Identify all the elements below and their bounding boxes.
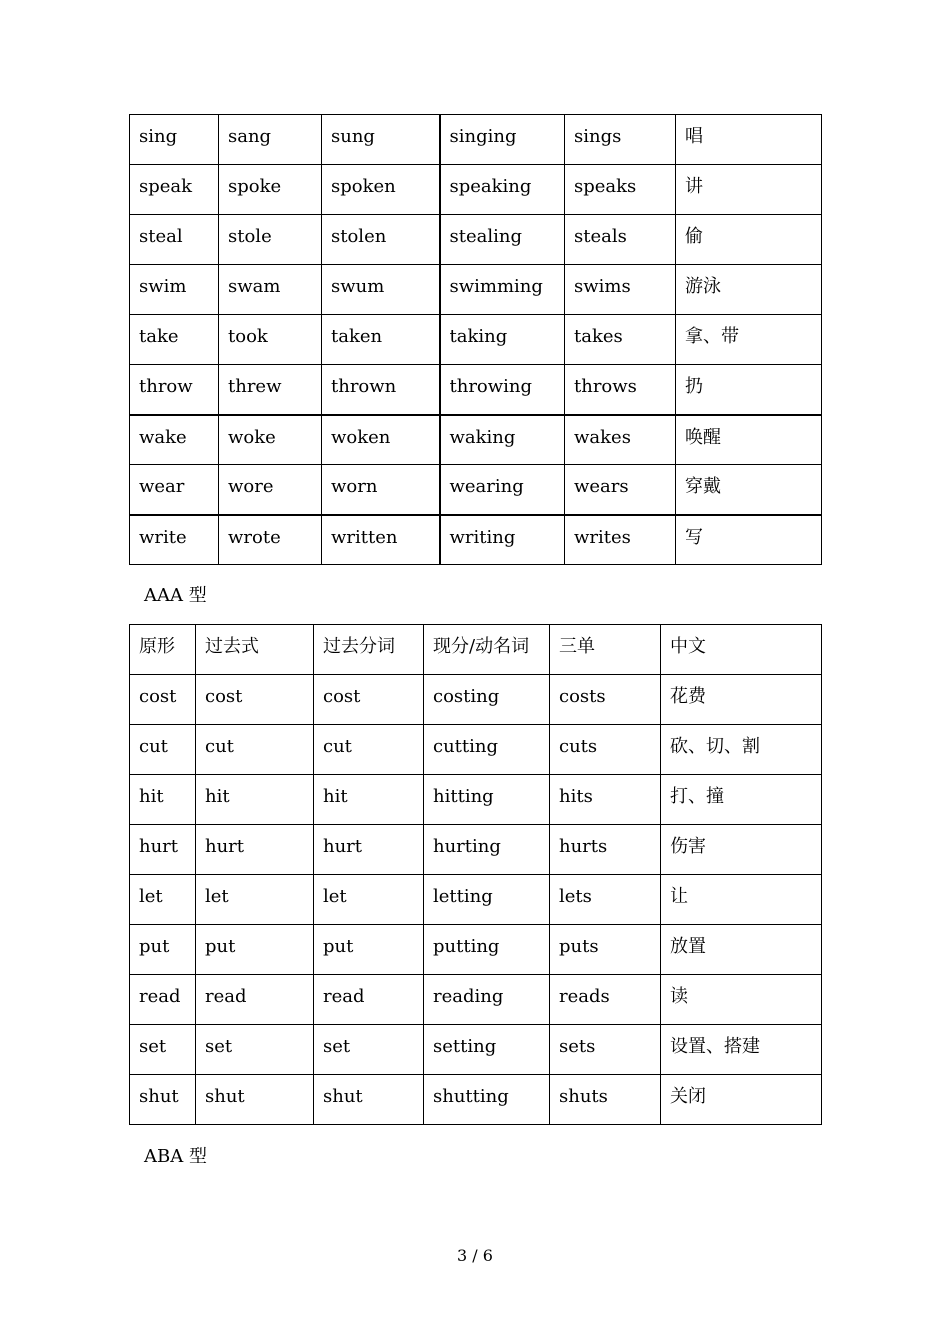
table-cell: reads (550, 975, 661, 1025)
table-cell: cost (314, 675, 424, 725)
table-cell: reading (424, 975, 550, 1025)
section-label-aba: ABA 型 (144, 1146, 207, 1167)
table-cell: hitting (424, 775, 550, 825)
table-cell: shut (196, 1075, 314, 1125)
table-cell: let (196, 875, 314, 925)
table-cell: 砍、切、割 (661, 725, 822, 775)
table-cell: writing (440, 515, 565, 565)
table-cell: throwing (440, 365, 565, 415)
table-cell: throw (130, 365, 219, 415)
table-cell: take (130, 315, 219, 365)
table-cell: swimming (440, 265, 565, 315)
table-cell: hit (196, 775, 314, 825)
table-cell: letting (424, 875, 550, 925)
table-cell: thrown (322, 365, 440, 415)
column-header: 过去式 (196, 625, 314, 675)
table-cell: 拿、带 (676, 315, 822, 365)
table-cell: hurt (196, 825, 314, 875)
table-cell: cut (314, 725, 424, 775)
table-cell: 偷 (676, 215, 822, 265)
verb-table-1 (129, 114, 822, 565)
table-cell: throws (565, 365, 676, 415)
table-cell: putting (424, 925, 550, 975)
table-cell: 放置 (661, 925, 822, 975)
table-row (130, 115, 822, 165)
table-cell: shuts (550, 1075, 661, 1125)
table-row (130, 825, 822, 875)
table-cell: steal (130, 215, 219, 265)
table-cell: sung (322, 115, 440, 165)
table-cell: spoken (322, 165, 440, 215)
table-cell: 游泳 (676, 265, 822, 315)
table-cell: wakes (565, 415, 676, 465)
table-cell: 让 (661, 875, 822, 925)
table-row (130, 365, 822, 415)
table-header-row (130, 625, 822, 675)
table-cell: hit (130, 775, 196, 825)
table-cell: costing (424, 675, 550, 725)
table-cell: set (314, 1025, 424, 1075)
table-cell: swum (322, 265, 440, 315)
table-cell: speaks (565, 165, 676, 215)
table-cell: wears (565, 465, 676, 515)
table-row (130, 675, 822, 725)
table-cell: put (196, 925, 314, 975)
table-cell: takes (565, 315, 676, 365)
section-label-aaa: AAA 型 (144, 585, 207, 606)
table-row (130, 775, 822, 825)
table-cell: hits (550, 775, 661, 825)
table-row (130, 415, 822, 465)
table-cell: 关闭 (661, 1075, 822, 1125)
table-cell: 唤醒 (676, 415, 822, 465)
table-cell: read (130, 975, 196, 1025)
table-cell: cost (196, 675, 314, 725)
table-cell: 讲 (676, 165, 822, 215)
table-cell: stole (219, 215, 322, 265)
table-row (130, 1075, 822, 1125)
table-row (130, 875, 822, 925)
table-cell: 伤害 (661, 825, 822, 875)
page-number: 3 / 6 (457, 1246, 493, 1265)
table-cell: costs (550, 675, 661, 725)
table-cell: swam (219, 265, 322, 315)
table-cell: 花费 (661, 675, 822, 725)
column-header: 现分/动名词 (424, 625, 550, 675)
table-cell: cost (130, 675, 196, 725)
table-cell: cuts (550, 725, 661, 775)
table-cell: shutting (424, 1075, 550, 1125)
column-header: 原形 (130, 625, 196, 675)
table-cell: hit (314, 775, 424, 825)
table-cell: cut (196, 725, 314, 775)
table-cell: wrote (219, 515, 322, 565)
table-cell: hurt (314, 825, 424, 875)
table-cell: 写 (676, 515, 822, 565)
verb-table-aaa (129, 624, 822, 1125)
table-cell: cutting (424, 725, 550, 775)
table-cell: taken (322, 315, 440, 365)
table-cell: speaking (440, 165, 565, 215)
table-cell: let (130, 875, 196, 925)
table-cell: 设置、搭建 (661, 1025, 822, 1075)
table-cell: swim (130, 265, 219, 315)
table-cell: hurting (424, 825, 550, 875)
table-cell: hurts (550, 825, 661, 875)
table-cell: let (314, 875, 424, 925)
table-cell: lets (550, 875, 661, 925)
table-cell: hurt (130, 825, 196, 875)
table-cell: singing (440, 115, 565, 165)
column-header: 三单 (550, 625, 661, 675)
table-cell: read (196, 975, 314, 1025)
table-cell: spoke (219, 165, 322, 215)
table-cell: put (130, 925, 196, 975)
table-row (130, 465, 822, 515)
table-cell: speak (130, 165, 219, 215)
table-row (130, 165, 822, 215)
table-cell: 打、撞 (661, 775, 822, 825)
table-cell: swims (565, 265, 676, 315)
table-cell: shut (130, 1075, 196, 1125)
table-cell: woke (219, 415, 322, 465)
table-cell: cut (130, 725, 196, 775)
table-cell: 唱 (676, 115, 822, 165)
table-row (130, 1025, 822, 1075)
table-cell: writes (565, 515, 676, 565)
table-cell: stealing (440, 215, 565, 265)
table-cell: sang (219, 115, 322, 165)
table-cell: threw (219, 365, 322, 415)
table-cell: taking (440, 315, 565, 365)
table-row (130, 925, 822, 975)
table-cell: sings (565, 115, 676, 165)
table-cell: took (219, 315, 322, 365)
column-header: 过去分词 (314, 625, 424, 675)
column-header: 中文 (661, 625, 822, 675)
table-cell: stolen (322, 215, 440, 265)
table-cell: wore (219, 465, 322, 515)
table-cell: write (130, 515, 219, 565)
table-cell: written (322, 515, 440, 565)
table-cell: set (130, 1025, 196, 1075)
table-row (130, 315, 822, 365)
table-row (130, 725, 822, 775)
table-cell: 读 (661, 975, 822, 1025)
table-cell: 穿戴 (676, 465, 822, 515)
table-row (130, 975, 822, 1025)
table-cell: put (314, 925, 424, 975)
table-cell: wear (130, 465, 219, 515)
table-cell: puts (550, 925, 661, 975)
table-cell: shut (314, 1075, 424, 1125)
table-cell: sets (550, 1025, 661, 1075)
table-cell: waking (440, 415, 565, 465)
table-cell: 扔 (676, 365, 822, 415)
table-cell: wearing (440, 465, 565, 515)
table-cell: woken (322, 415, 440, 465)
table-cell: setting (424, 1025, 550, 1075)
table-cell: steals (565, 215, 676, 265)
table-cell: set (196, 1025, 314, 1075)
table-cell: wake (130, 415, 219, 465)
table-row (130, 215, 822, 265)
table-row (130, 515, 822, 565)
table-cell: sing (130, 115, 219, 165)
table-row (130, 265, 822, 315)
table-cell: worn (322, 465, 440, 515)
table-cell: read (314, 975, 424, 1025)
